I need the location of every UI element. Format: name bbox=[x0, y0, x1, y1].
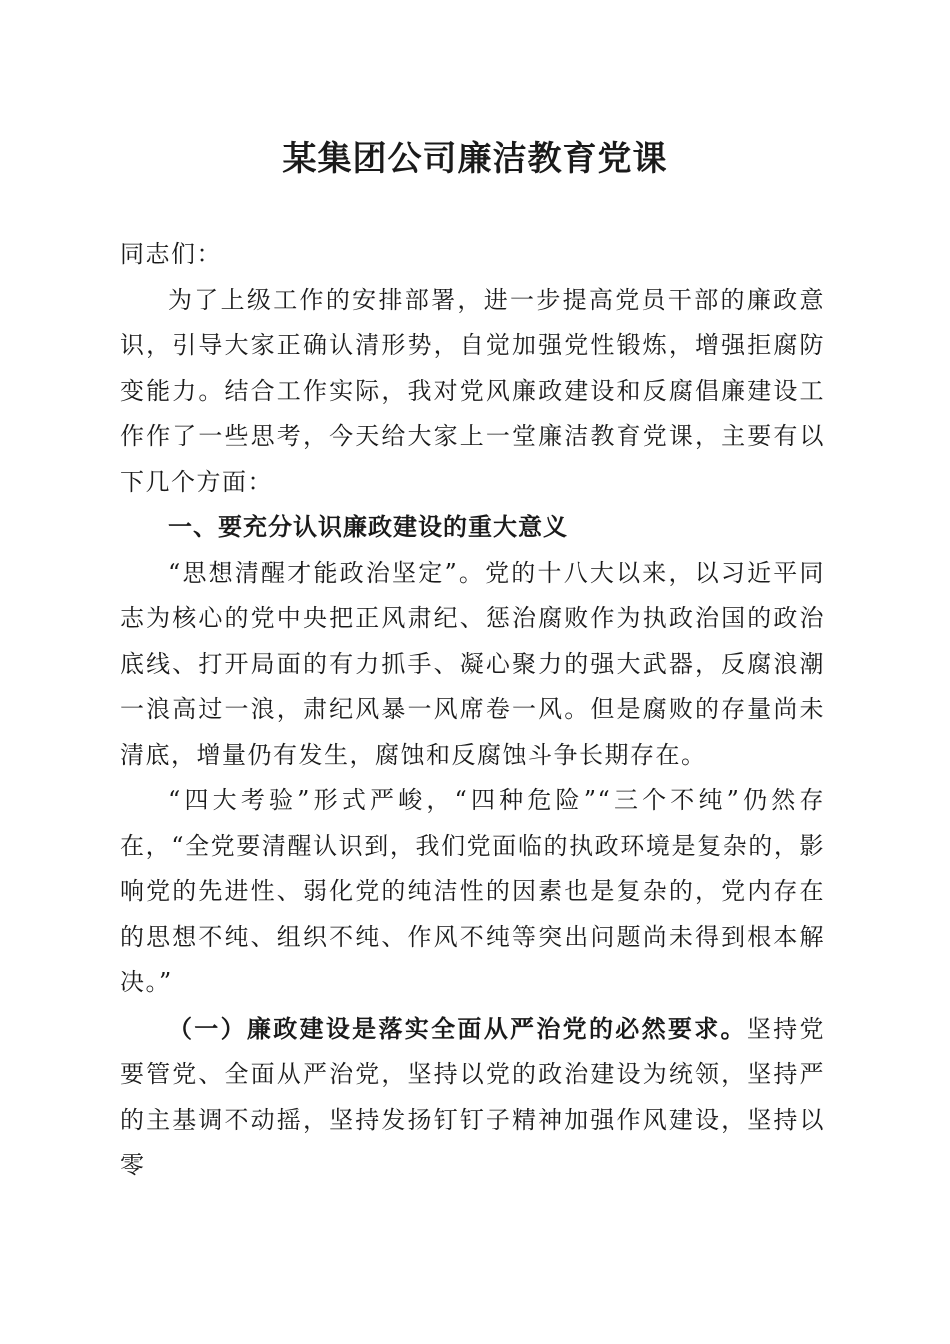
document-title: 某集团公司廉洁教育党课 bbox=[282, 139, 668, 179]
paragraph-2: “四大考验”形式严峻，“四种危险”“三个不纯”仍然存在，“全党要清醒认识到，我们党面临的执政环境是复杂的，影响党的先进性、弱化党的纯洁性的因素也是复杂的，党内存在的思想不纯、组织不纯、作风不纯等突出问题尚未得到根本解决。” bbox=[120, 786, 825, 996]
section-heading-1: 一、要充分认识廉政建设的重大意义 bbox=[168, 513, 568, 541]
document-body bbox=[120, 232, 825, 1189]
salutation: 同志们： bbox=[120, 240, 222, 268]
subsection-text-1: 坚持党要管党、全面从严治党，坚持以党的政治建设为统领，坚持严的主基调不动摇，坚持发扬钉钉子精神加强作风建设，坚持以零 bbox=[120, 1014, 825, 1179]
paragraph-1: “思想清醒才能政治坚定”。党的十八大以来，以习近平同志为核心的党中央把正风肃纪、惩治腐败作为执政治国的政治底线、打开局面的有力抓手、凝心聚力的强大武器，反腐浪潮一浪高过一浪，肃纪风暴一风席卷一风。但是腐败的存量尚未清底，增量仍有发生，腐蚀和反腐蚀斗争长期存在。 bbox=[120, 558, 825, 769]
subsection-lead-1: （一）廉政建设是落实全面从严治党的必然要求。 bbox=[168, 1013, 747, 1043]
subsection-paragraph-1 bbox=[120, 1006, 825, 1189]
intro-paragraph: 为了上级工作的安排部署，进一步提高党员干部的廉政意识，引导大家正确认清形势，自觉加强党性锻炼，增强拒腐防变能力。结合工作实际，我对党风廉政建设和反腐倡廉建设工作作了一些思考，今天给大家上一堂廉洁教育党课，主要有以下几个方面： bbox=[120, 285, 825, 496]
